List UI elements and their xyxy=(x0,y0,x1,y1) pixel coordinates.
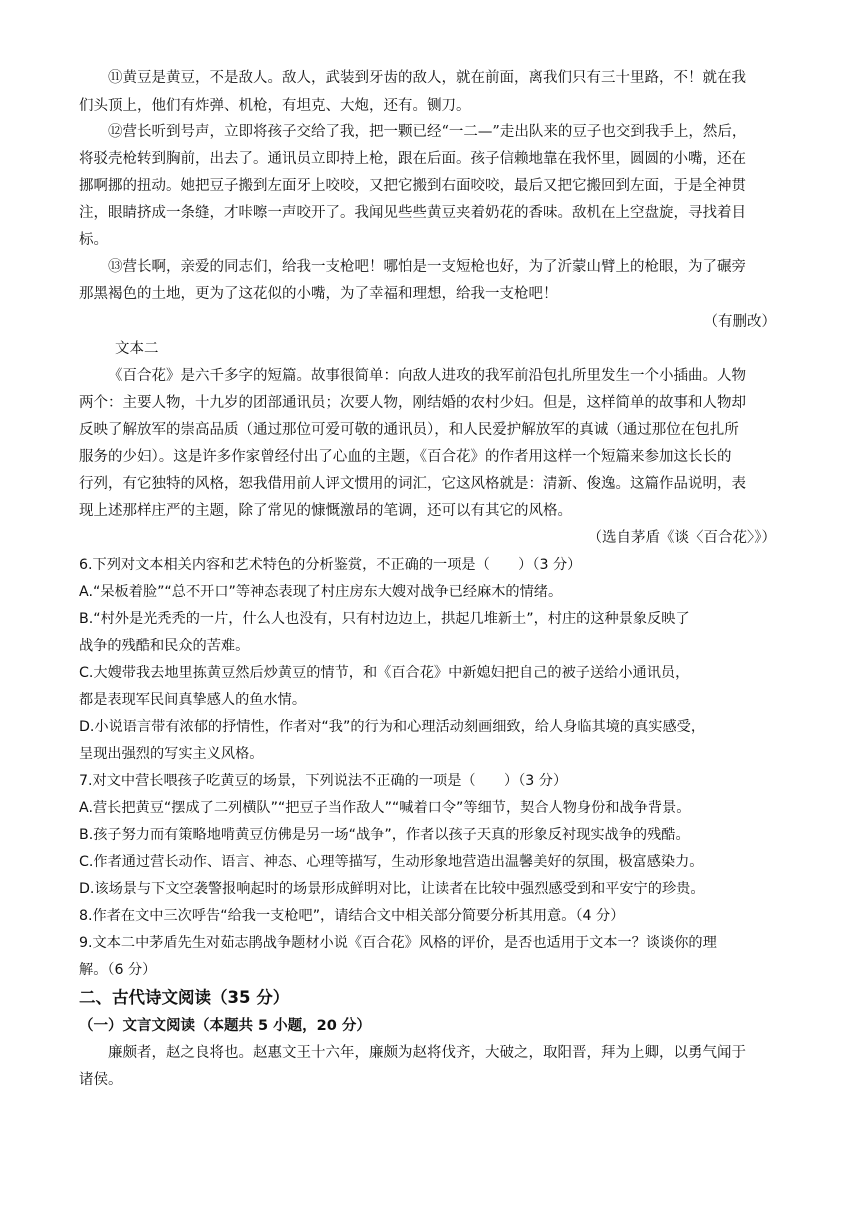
question-7-option-a: A.营长把黄豆“摆成了二列横队”“把豆子当作敌人”“喊着口令”等细节，契合人物身份和战争背景。 xyxy=(79,800,691,816)
text-two-line-2: 两个：主要人物，十九岁的团部通讯员；次要人物，刚结婚的农村少妇。但是，这样简单的故事和人物却 xyxy=(79,395,746,411)
question-6-option-c: C.大嫂带我去地里拣黄豆然后炒黄豆的情节，和《百合花》中新媳妇把自己的被子送给小通讯员， xyxy=(79,665,690,681)
question-7-option-b: B.孩子努力而有策略地啃黄豆仿佛是另一场“战争”，作者以孩子天真的形象反衬现实战争的残酷。 xyxy=(79,827,690,843)
text-two-line-4: 服务的少妇）。这是许多作家曾经付出了心血的主题，《百合花》的作者用这样一个短篇来参加这长长的 xyxy=(79,449,732,465)
question-6-option-a: A.“呆板着脸”“总不开口”等神态表现了村庄房东大嫂对战争已经麻木的情绪。 xyxy=(79,584,563,600)
paragraph-12-line-1: ⑫营长听到号声，立即将孩子交给了我，把一颗已经“一二—”走出队来的豆子也交到我手上，然后， xyxy=(108,124,747,140)
text-two-label: 文本二 xyxy=(115,341,159,357)
question-6-option-d-cont: 呈现出强烈的写实主义风格。 xyxy=(79,746,264,762)
question-6-option-b: B.“村外是光秃秃的一片，什么人也没有，只有村边边上，拱起几堆新土”，村庄的这种景象反映了 xyxy=(79,611,690,627)
paragraph-12-line-3: 挪啊挪的扭动。她把豆子搬到左面牙上咬咬，又把它搬到右面咬咬，最后又把它搬回到左面，于是全神贯 xyxy=(79,178,746,194)
question-6-option-b-cont: 战争的残酷和民众的苦难。 xyxy=(79,638,250,654)
paragraph-13-line-1: ⑬营长啊，亲爱的同志们，给我一支枪吧！哪怕是一支短枪也好，为了沂蒙山臂上的枪眼，为了碾旁 xyxy=(108,259,746,275)
subsection-heading: （一）文言文阅读（本题共 5 小题，20 分） xyxy=(79,1018,371,1034)
paragraph-12-line-4: 注，眼睛挤成一条缝，才咔嚓一声咬开了。我闻见些些黄豆夹着奶花的香味。敌机在上空盘旋，寻找着目 xyxy=(79,205,746,221)
section-heading: 二、古代诗文阅读（35 分） xyxy=(79,988,290,1007)
question-9-line-2: 解。（6 分） xyxy=(79,962,157,978)
question-7-stem: 7.对文中营长喂孩子吃黄豆的场景，下列说法不正确的一项是（ ）（3 分） xyxy=(79,773,568,789)
paragraph-12-line-5: 标。 xyxy=(79,232,108,248)
question-6-option-d: D.小说语言带有浓郁的抒情性，作者对“我”的行为和心理活动刻画细致，给人身临其境的真实感受， xyxy=(79,719,706,735)
classical-text-line-2: 诸侯。 xyxy=(79,1072,123,1088)
paragraph-11-line-1: ⑪黄豆是黄豆，不是敌人。敌人，武装到牙齿的敌人，就在前面，离我们只有三十里路，不！就在我 xyxy=(108,70,746,86)
paragraph-12-line-2: 将驳壳枪转到胸前，出去了。通讯员立即持上枪，跟在后面。孩子信赖地靠在我怀里，圆圆的小嘴，还在 xyxy=(79,151,746,167)
text-two-line-5: 行列，有它独特的风格，恕我借用前人评文惯用的词汇，它这风格就是：清新、俊逸。这篇作品说明，表 xyxy=(79,476,746,492)
text-two-line-3: 反映了解放军的崇高品质（通过那位可爱可敬的通讯员），和人民爱护解放军的真诚（通过那位在包扎所 xyxy=(79,422,739,438)
edit-note: （有删改） xyxy=(703,314,776,330)
question-9-line-1: 9.文本二中茅盾先生对茹志鹃战争题材小说《百合花》风格的评价，是否也适用于文本一？谈谈你的理 xyxy=(79,935,717,951)
paragraph-11-line-2: 们头顶上，他们有炸弹、机枪，有坦克、大炮，还有。铡刀。 xyxy=(79,98,471,114)
text-two-source: （选自茅盾《谈〈百合花〉》） xyxy=(587,530,776,546)
question-6-option-c-cont: 都是表现军民间真挚感人的鱼水情。 xyxy=(79,692,307,708)
text-two-line-1: 《百合花》是六千多字的短篇。故事很简单：向敌人进攻的我军前沿包扎所里发生一个小插曲。人物 xyxy=(108,368,746,384)
question-7-option-c: C.作者通过营长动作、语言、神态、心理等描写，生动形象地营造出温馨美好的氛围，极富感染力。 xyxy=(79,854,704,870)
classical-text-line-1: 廉颇者，赵之良将也。赵惠文王十六年，廉颇为赵将伐齐，大破之，取阳晋，拜为上卿，以勇气闻于 xyxy=(108,1045,746,1061)
text-two-line-6: 现上述那样庄严的主题，除了常见的慷慨激昂的笔调，还可以有其它的风格。 xyxy=(79,503,572,519)
question-7-option-d: D.该场景与下文空袭警报响起时的场景形成鲜明对比，让读者在比较中强烈感受到和平安宁的珍贵。 xyxy=(79,881,705,897)
question-8: 8.作者在文中三次呼告“给我一支枪吧”，请结合文中相关部分简要分析其用意。（4 分） xyxy=(79,908,625,924)
paragraph-13-line-2: 那黑褐色的土地，更为了这花似的小嘴，为了幸福和理想，给我一支枪吧！ xyxy=(79,286,558,302)
question-6-stem: 6.下列对文本相关内容和艺术特色的分析鉴赏，不正确的一项是（ ）（3 分） xyxy=(79,557,582,573)
